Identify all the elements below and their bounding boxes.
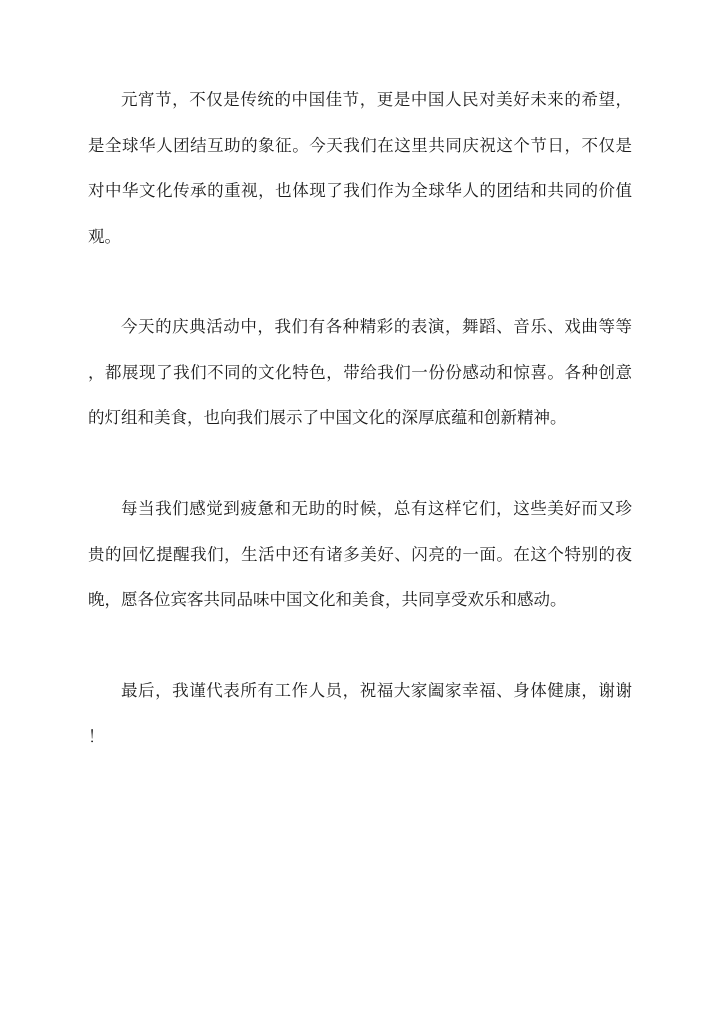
paragraph-3 <box>88 486 632 623</box>
paragraph-line: ，都展现了我们不同的文化特色，带给我们一份份感动和惊喜。各种创意 <box>88 362 632 382</box>
paragraph-line: 每当我们感觉到疲惫和无助的时候，总有这样它们，这些美好而又珍 <box>121 499 632 518</box>
paragraph-4 <box>88 668 632 759</box>
paragraph-2 <box>88 304 632 441</box>
paragraph-line: ！ <box>88 726 105 746</box>
paragraph-line: 晚，愿各位宾客共同品味中国文化和美食，共同享受欢乐和感动。 <box>88 590 567 609</box>
paragraph-1 <box>88 77 632 259</box>
paragraph-line: 元宵节，不仅是传统的中国佳节，更是中国人民对美好未来的希望， <box>121 90 632 109</box>
paragraph-line: 贵的回忆提醒我们，生活中还有诸多美好、闪亮的一面。在这个特别的夜 <box>88 544 632 564</box>
paragraph-line: 的灯组和美食，也向我们展示了中国文化的深厚底蕴和创新精神。 <box>88 408 567 427</box>
paragraph-line: 今天的庆典活动中，我们有各种精彩的表演，舞蹈、音乐、戏曲等等 <box>121 317 632 336</box>
paragraph-line: 对中华文化传承的重视，也体现了我们作为全球华人的团结和共同的价值 <box>88 181 632 200</box>
paragraph-line: 观。 <box>88 226 121 246</box>
paragraph-line: 是全球华人团结互助的象征。今天我们在这里共同庆祝这个节日，不仅是 <box>88 135 632 155</box>
paragraph-line: 最后，我谨代表所有工作人员，祝福大家阖家幸福、身体健康，谢谢 <box>121 681 632 700</box>
